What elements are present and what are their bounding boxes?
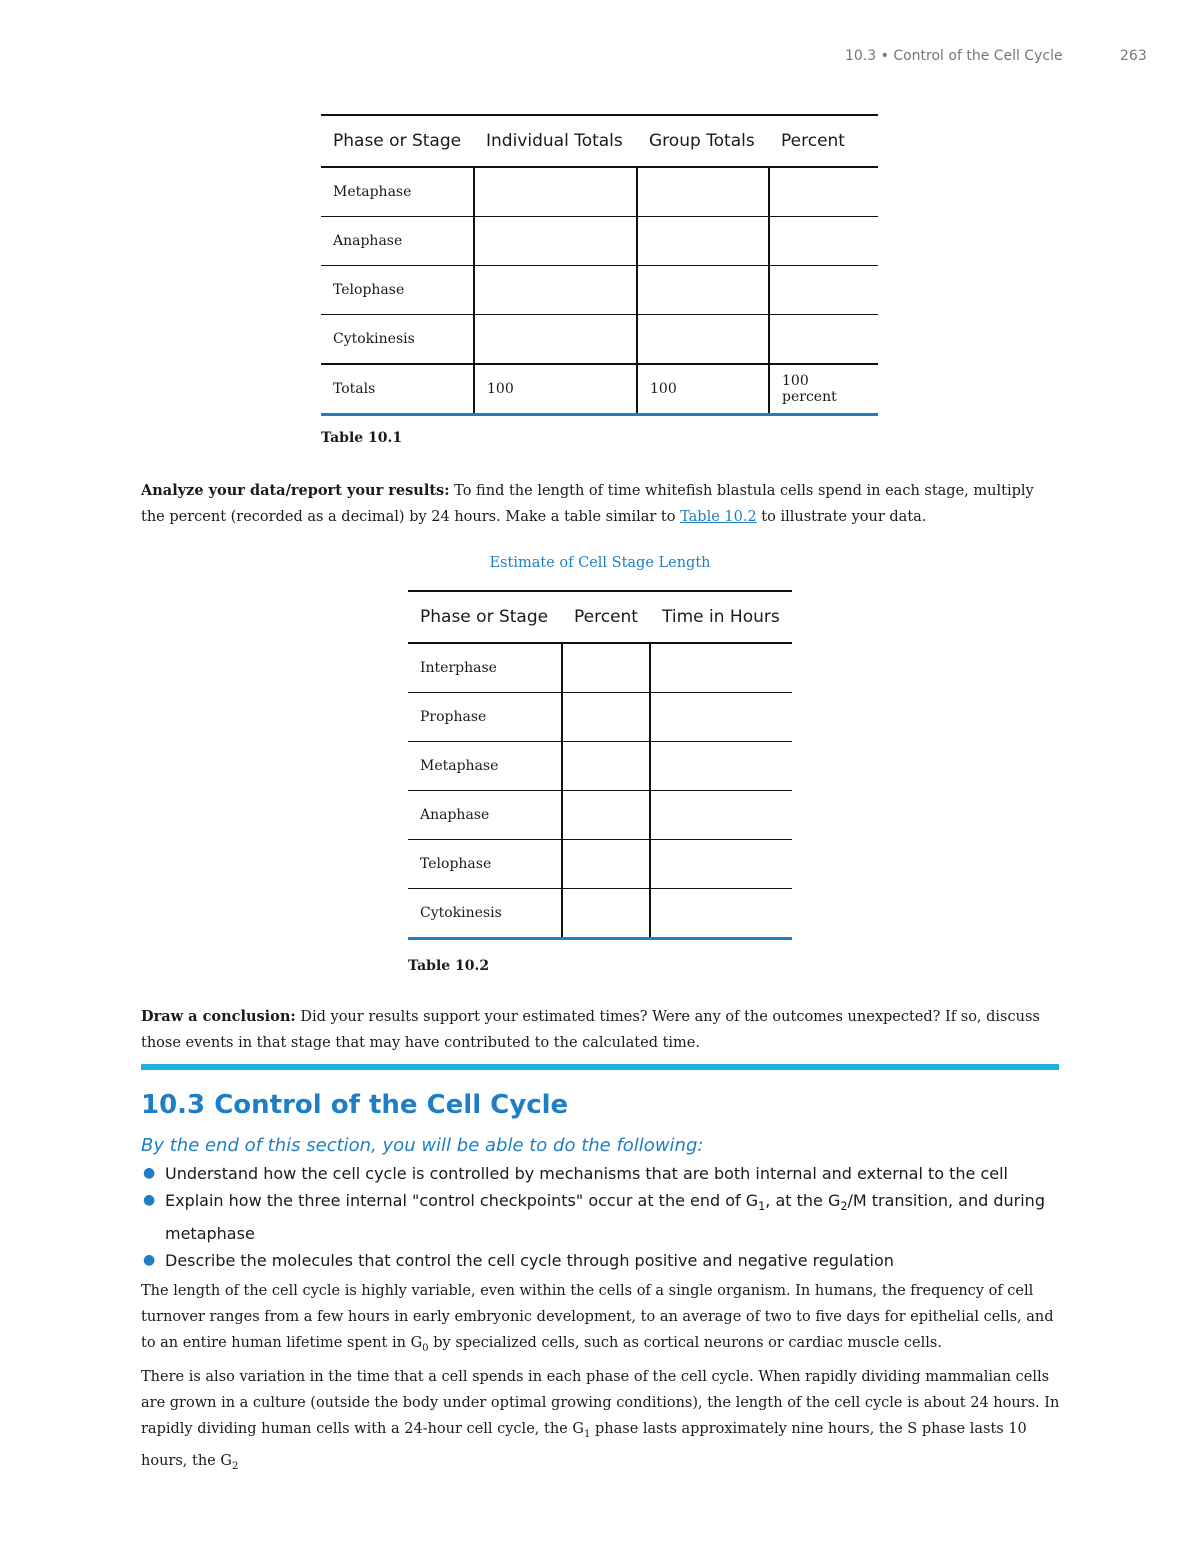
- column-header: Percent: [562, 591, 650, 643]
- table-cell: Prophase: [408, 693, 562, 742]
- table-row: [408, 889, 792, 939]
- table-10-1: [321, 114, 878, 416]
- analyze-label: Analyze your data/report your results:: [141, 482, 450, 499]
- table-cell: [650, 889, 792, 939]
- table-row: [321, 167, 878, 217]
- table-cell: [650, 791, 792, 840]
- analyze-paragraph: [141, 478, 1061, 530]
- table-cell: [562, 840, 650, 889]
- table-cell: [769, 315, 878, 365]
- table-cell: [637, 217, 769, 266]
- table-cell: Metaphase: [321, 167, 474, 217]
- table-cell: [562, 643, 650, 693]
- table-cell: Cytokinesis: [321, 315, 474, 365]
- table-cell: Cytokinesis: [408, 889, 562, 939]
- conclusion-label: Draw a conclusion:: [141, 1008, 296, 1025]
- table-cell: [637, 315, 769, 365]
- column-header: Percent: [769, 115, 878, 167]
- table-cell: Anaphase: [408, 791, 562, 840]
- table-10-2-link[interactable]: Table 10.2: [680, 509, 757, 525]
- table-cell: 100: [474, 364, 637, 415]
- table-row: [321, 315, 878, 365]
- table-cell: [474, 217, 637, 266]
- column-header: Phase or Stage: [321, 115, 474, 167]
- table-cell: Telophase: [408, 840, 562, 889]
- table-cell: [562, 742, 650, 791]
- table-cell: Anaphase: [321, 217, 474, 266]
- table-caption: Table 10.1: [321, 430, 403, 446]
- table-row: [408, 643, 792, 693]
- list-item: ● Understand how the cell cycle is controlled by mechanisms that are both internal and external to the cell: [141, 1160, 1061, 1187]
- table-cell: [769, 217, 878, 266]
- table-cell: [650, 693, 792, 742]
- table-cell: Telophase: [321, 266, 474, 315]
- bullet-icon: ●: [143, 1252, 156, 1269]
- table-row: [408, 840, 792, 889]
- table-cell: [562, 791, 650, 840]
- table-row: [321, 266, 878, 315]
- conclusion-paragraph: [141, 1004, 1061, 1056]
- body-paragraph: The length of the cell cycle is highly variable, even within the cells of a single organism. In humans, the frequency of cell turnover ranges from a few hours in early embryonic development, to an average of two to five days for epithelial cells, and to an entire human lifetime spent in $G_0$ by specialized cells, such as cortical neurons or cardiac muscle cells.: [141, 1283, 1054, 1354]
- page-number: 263: [1120, 48, 1147, 64]
- table-cell: [562, 693, 650, 742]
- analyze-text-end: to illustrate your data.: [756, 509, 927, 525]
- conclusion-text: Did your results support your estimated times? Were any of the outcomes unexpected? If so, discuss those events in that stage that may have contributed to the calculated time.: [141, 1009, 1040, 1051]
- table-row: [408, 693, 792, 742]
- column-header: Group Totals: [637, 115, 769, 167]
- table-cell: [474, 315, 637, 365]
- table-cell: [769, 266, 878, 315]
- section-title: 10.3 Control of the Cell Cycle: [141, 1090, 569, 1120]
- table-10-2: [408, 590, 792, 940]
- table-cell: Metaphase: [408, 742, 562, 791]
- table-cell: [650, 742, 792, 791]
- bullet-icon: ●: [143, 1192, 156, 1208]
- running-title: 10.3 • Control of the Cell Cycle: [845, 48, 1063, 64]
- column-header: Phase or Stage: [408, 591, 562, 643]
- list-item: ● Explain how the three internal "control checkpoints" occur at the end of $G_1$, at the $G_2/M$ transition, and during metaphase: [141, 1187, 1061, 1247]
- table-cell: [650, 840, 792, 889]
- table-caption: Table 10.2: [408, 958, 490, 974]
- section-divider: [141, 1064, 1059, 1070]
- table-row-totals: [321, 364, 878, 415]
- body-paragraph: There is also variation in the time that a cell spends in each phase of the cell cycle. When rapidly dividing mammalian cells are grown in a culture (outside the body under optimal growing conditions), the length of the cell cycle is about 24 hours. In rapidly dividing human cells with a 24-hour cell cycle, the $G_1$ phase lasts approximately nine hours, the S phase lasts 10 hours, the $G_2$: [141, 1369, 1060, 1472]
- table-cell: [474, 266, 637, 315]
- table-cell: [650, 643, 792, 693]
- table-cell: [562, 889, 650, 939]
- table-cell: [637, 167, 769, 217]
- analyze-text: To find the length of time whitefish blastula cells spend in each stage, multiply the percent (recorded as a decimal) by 24 hours. Make a table similar to: [141, 483, 1034, 525]
- column-header: Time in Hours: [650, 591, 792, 643]
- column-header: Individual Totals: [474, 115, 637, 167]
- table-cell: 100: [637, 364, 769, 415]
- table-cell: [637, 266, 769, 315]
- table-cell: 100 percent: [769, 364, 878, 415]
- table-cell: [769, 167, 878, 217]
- table-row: [408, 791, 792, 840]
- objectives-title: By the end of this section, you will be able to do the following:: [141, 1135, 704, 1156]
- table-cell: [474, 167, 637, 217]
- table-cell: Interphase: [408, 643, 562, 693]
- table-row: [408, 742, 792, 791]
- running-header: [845, 48, 1147, 64]
- table-row: [321, 217, 878, 266]
- bullet-icon: ●: [143, 1165, 156, 1181]
- table-cell: Totals: [321, 364, 474, 415]
- objectives-list: [141, 1160, 1061, 1274]
- table-title: Estimate of Cell Stage Length: [489, 555, 711, 571]
- list-item: ● Describe the molecules that control the cell cycle through positive and negative regulation: [141, 1247, 1061, 1274]
